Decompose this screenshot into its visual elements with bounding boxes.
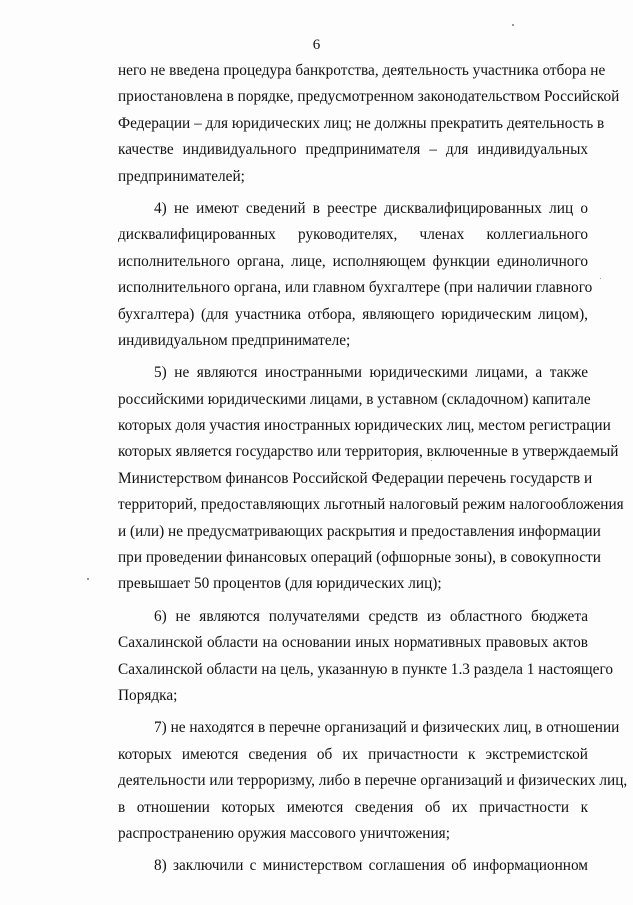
- list-item-8: [118, 853, 588, 879]
- text-line: Сахалинской области на основании иных нормативных правовых актов: [118, 634, 588, 652]
- list-item-4: [118, 196, 593, 354]
- text-line: Порядка;: [118, 686, 178, 704]
- scan-speck: [87, 578, 89, 580]
- text-line: бухгалтера) (для участника отбора, являющего юридическим лицом),: [118, 305, 588, 323]
- text-line: 7) не находятся в перечне организаций и физических лиц, в отношении: [154, 719, 620, 737]
- text-line: деятельности или терроризму, либо в перечне организаций и физических лиц,: [118, 772, 628, 790]
- text-line: Сахалинской области на цель, указанную в пункте 1.3 раздела 1 настоящего: [118, 660, 613, 678]
- text-line: предпринимателей;: [118, 167, 245, 185]
- text-line: которых является государство или территория, включенные в утверждаемый: [118, 443, 619, 461]
- scan-speck: [600, 278, 601, 279]
- list-item-5: [118, 360, 624, 598]
- list-item-6: [118, 604, 613, 710]
- text-line: дисквалифицированных руководителях, членах коллегиального: [118, 226, 588, 244]
- page-number: 6: [312, 37, 321, 53]
- scan-speck: [431, 460, 432, 461]
- text-line: 4) не имеют сведений в реестре дисквалифицированных лиц о: [154, 199, 588, 217]
- text-line: в отношении которых имеются сведения об их причастности к: [118, 798, 588, 816]
- list-item-7: [118, 715, 628, 847]
- text-line: и (или) не предусматривающих раскрытия и предоставления информации: [118, 522, 601, 540]
- scan-speck: [512, 24, 514, 26]
- text-line: территорий, предоставляющих льготный налоговый режим налогообложения: [118, 496, 624, 514]
- text-line: Министерством финансов Российской Федерации перечень государств и: [118, 469, 593, 487]
- text-line: при проведении финансовых операций (офшорные зоны), в совокупности: [118, 549, 601, 567]
- text-line: которых доля участия иностранных юридических лиц, местом регистрации: [118, 417, 611, 435]
- text-line: превышает 50 процентов (для юридических лиц);: [118, 575, 442, 593]
- text-line: российскими юридическими лицами, в уставном (складочном) капитале: [118, 390, 591, 408]
- text-line: исполнительного органа, лице, исполняющем функции единоличного: [118, 252, 588, 270]
- text-line: 8) заключили с министерством соглашения об информационном: [154, 857, 588, 875]
- text-line: Федерации – для юридических лиц; не должны прекратить деятельность в: [118, 114, 605, 132]
- text-line: 5) не являются иностранными юридическими лицами, а также: [154, 364, 588, 382]
- text-line: которых имеются сведения об их причастности к экстремистской: [118, 745, 588, 763]
- text-line: него не введена процедура банкротства, деятельность участника отбора не: [118, 62, 606, 79]
- text-line: приостановлена в порядке, предусмотренном законодательством Российской: [118, 88, 620, 106]
- paragraph-continuation: [118, 58, 620, 190]
- text-line: исполнительного органа, или главном бухгалтере (при наличии главного: [118, 279, 593, 297]
- document-body: [118, 58, 628, 880]
- text-line: индивидуальном предпринимателе;: [118, 331, 351, 349]
- text-line: 6) не являются получателями средств из областного бюджета: [154, 607, 588, 625]
- text-line: распространению оружия массового уничтожения;: [118, 824, 450, 842]
- text-line: качестве индивидуального предпринимателя – для индивидуальных: [118, 141, 588, 159]
